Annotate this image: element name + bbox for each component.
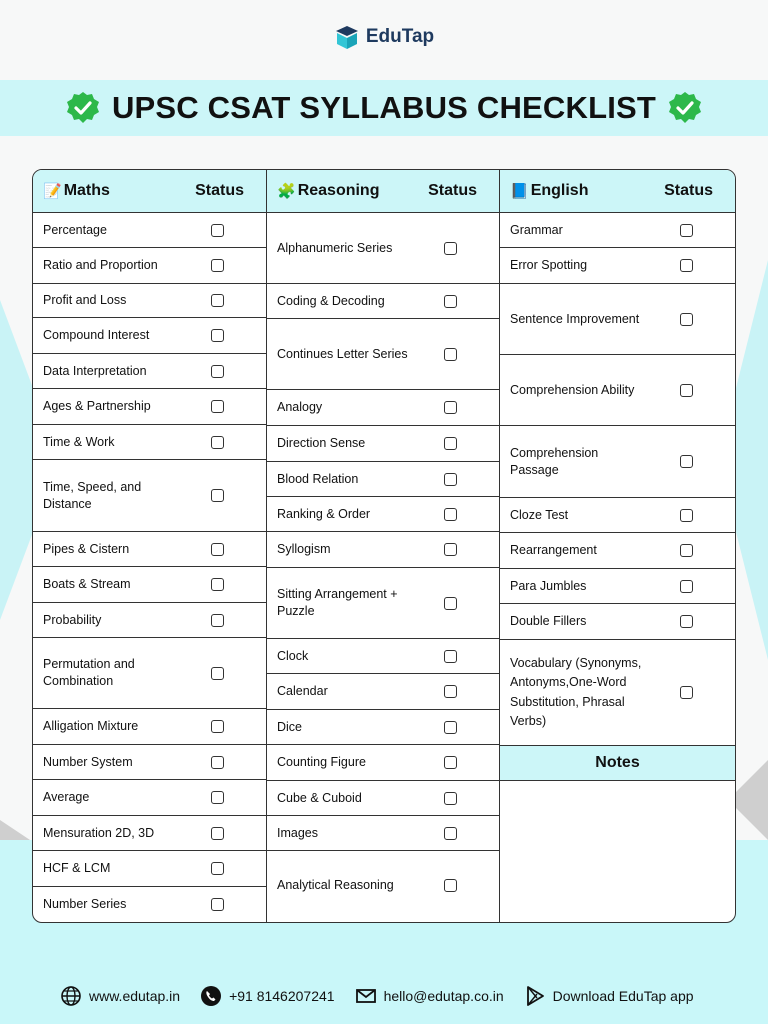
- title-banner: [0, 80, 768, 136]
- topic-label: Calendar: [277, 684, 328, 698]
- english-header: [500, 170, 735, 213]
- topic-label: Number System: [43, 754, 133, 769]
- topic-label: Profit and Loss: [43, 293, 127, 307]
- puzzle-icon: 🧩: [277, 182, 296, 200]
- status-checkbox[interactable]: [444, 879, 457, 892]
- website-text: www.edutap.in: [89, 988, 181, 1004]
- list-item: [500, 426, 735, 498]
- topic-label: Para Jumbles: [510, 578, 587, 593]
- check-badge-icon: [668, 91, 702, 125]
- topic-label: Comprehension Ability: [510, 382, 635, 397]
- reasoning-heading: Reasoning: [297, 182, 380, 199]
- topic-label: Analogy: [277, 400, 323, 414]
- topic-label: Counting Figure: [277, 755, 366, 769]
- list-item: [33, 567, 266, 603]
- list-item: [33, 248, 266, 284]
- status-checkbox[interactable]: [444, 508, 457, 521]
- list-item: [267, 674, 499, 710]
- english-column: [500, 170, 735, 922]
- status-checkbox[interactable]: [211, 400, 224, 413]
- topic-label: Images: [277, 825, 318, 840]
- email-text: hello@edutap.co.in: [383, 988, 504, 1004]
- book-icon: 📘: [510, 182, 529, 200]
- brand-name: EduTap: [365, 26, 435, 47]
- footer: [60, 985, 720, 1007]
- english-heading: English: [530, 182, 589, 199]
- status-checkbox[interactable]: [444, 827, 457, 840]
- list-item: [33, 887, 266, 921]
- phone-text: +91 8146207241: [229, 988, 335, 1004]
- edutap-logo-icon: [334, 24, 360, 50]
- list-item: [33, 213, 266, 248]
- list-item: [500, 569, 735, 604]
- memo-icon: 📝: [43, 182, 62, 200]
- maths-header: [33, 170, 266, 213]
- check-badge-icon: [66, 91, 100, 125]
- topic-label: Continues Letter Series: [277, 346, 408, 361]
- topic-label: Alligation Mixture: [43, 719, 139, 733]
- topic-label: Double Fillers: [510, 614, 587, 628]
- status-checkbox[interactable]: [680, 384, 693, 397]
- status-checkbox[interactable]: [444, 473, 457, 486]
- status-checkbox[interactable]: [211, 489, 224, 502]
- topic-label: Alphanumeric Series: [277, 240, 393, 255]
- download-text: Download EduTap app: [552, 988, 694, 1004]
- topic-label: Syllogism: [277, 542, 331, 556]
- list-item: [500, 604, 735, 640]
- topic-label: Mensuration 2D, 3D: [43, 825, 155, 840]
- reasoning-column: [267, 170, 500, 922]
- status-checkbox[interactable]: [211, 862, 224, 875]
- reasoning-header: [267, 170, 499, 213]
- status-checkbox[interactable]: [680, 544, 693, 557]
- status-checkbox[interactable]: [444, 792, 457, 805]
- list-item: [33, 780, 266, 816]
- list-item: [33, 284, 266, 318]
- topic-label: Ratio and Proportion: [43, 258, 158, 272]
- list-item: [500, 248, 735, 284]
- status-checkbox[interactable]: [444, 348, 457, 361]
- list-item: [267, 816, 499, 851]
- email-link[interactable]: [355, 985, 504, 1007]
- topic-label: Number Series: [43, 896, 127, 911]
- notes-header: Notes: [500, 746, 735, 781]
- list-item: [500, 213, 735, 248]
- topic-label: Ages & Partnership: [43, 399, 151, 413]
- topic-label: Permutation and Combination: [43, 657, 135, 688]
- list-item: [267, 462, 499, 497]
- list-item: [267, 851, 499, 920]
- maths-column: [33, 170, 267, 922]
- status-checkbox[interactable]: [680, 313, 693, 326]
- topic-label: Direction Sense: [277, 436, 366, 450]
- list-item: [267, 532, 499, 568]
- page-title: UPSC CSAT SYLLABUS CHECKLIST: [111, 90, 657, 125]
- status-checkbox[interactable]: [680, 580, 693, 593]
- brand-logo: [0, 24, 768, 50]
- status-checkbox[interactable]: [444, 242, 457, 255]
- list-item: [500, 355, 735, 426]
- topic-label: Time, Speed, and Distance: [43, 479, 142, 511]
- topic-label: Error Spotting: [510, 258, 588, 272]
- status-checkbox[interactable]: [211, 259, 224, 272]
- topic-label: Analytical Reasoning: [277, 878, 394, 892]
- list-item: [33, 425, 266, 460]
- status-checkbox[interactable]: [211, 898, 224, 911]
- topic-label: Data Interpretation: [43, 363, 147, 378]
- topic-label: Time & Work: [43, 434, 115, 449]
- status-checkbox[interactable]: [211, 827, 224, 840]
- topic-label: Grammar: [510, 222, 563, 237]
- status-checkbox[interactable]: [211, 329, 224, 342]
- topic-label: Pipes & Cistern: [43, 541, 130, 556]
- topic-label: Sitting Arrangement + Puzzle: [277, 587, 398, 618]
- status-checkbox[interactable]: [444, 721, 457, 734]
- status-checkbox[interactable]: [680, 259, 693, 272]
- status-checkbox[interactable]: [211, 365, 224, 378]
- globe-icon: [60, 985, 82, 1007]
- list-item: [33, 638, 266, 709]
- topic-label: Comprehension Passage: [510, 445, 599, 477]
- phone-link[interactable]: [200, 985, 335, 1007]
- topic-label: Sentence Improvement: [510, 311, 640, 326]
- topic-label: Clock: [277, 648, 309, 663]
- list-item: [33, 460, 266, 532]
- phone-icon: [200, 985, 222, 1007]
- status-checkbox[interactable]: [211, 294, 224, 307]
- list-item: [500, 640, 735, 746]
- play-store-icon: [524, 985, 546, 1007]
- list-item: [267, 426, 499, 462]
- status-checkbox[interactable]: [444, 650, 457, 663]
- status-checkbox[interactable]: [444, 437, 457, 450]
- list-item: [267, 497, 499, 532]
- status-checkbox[interactable]: [211, 720, 224, 733]
- topic-label: Vocabulary (Synonyms, Antonyms,One-Word Substitution, Phrasal Verbs): [510, 655, 642, 728]
- status-checkbox[interactable]: [211, 614, 224, 627]
- topic-label: Compound Interest: [43, 328, 150, 342]
- status-checkbox[interactable]: [211, 543, 224, 556]
- list-item: [33, 389, 266, 425]
- status-checkbox[interactable]: [211, 578, 224, 591]
- list-item: [267, 213, 499, 284]
- status-checkbox[interactable]: [211, 667, 224, 680]
- topic-label: Rearrangement: [510, 543, 597, 557]
- list-item: [33, 532, 266, 567]
- list-item: [500, 498, 735, 533]
- status-checkbox[interactable]: [444, 543, 457, 556]
- list-item: [33, 745, 266, 780]
- status-checkbox[interactable]: [680, 686, 693, 699]
- list-item: [267, 781, 499, 816]
- topic-label: HCF & LCM: [43, 861, 111, 875]
- list-item: [267, 568, 499, 639]
- list-item: [33, 318, 266, 354]
- list-item: [33, 709, 266, 745]
- status-heading: Status: [664, 182, 713, 199]
- topic-label: Cloze Test: [510, 507, 569, 522]
- status-checkbox[interactable]: [680, 455, 693, 468]
- download-app-link[interactable]: [524, 985, 694, 1007]
- checklist-table: [32, 169, 736, 923]
- list-item: [33, 816, 266, 851]
- topic-label: Boats & Stream: [43, 577, 131, 591]
- topic-label: Average: [43, 790, 90, 804]
- status-checkbox[interactable]: [444, 597, 457, 610]
- topic-label: Probability: [43, 612, 102, 627]
- status-checkbox[interactable]: [680, 224, 693, 237]
- list-item: [267, 710, 499, 745]
- list-item: [267, 745, 499, 781]
- list-item: [33, 603, 266, 638]
- status-checkbox[interactable]: [444, 756, 457, 769]
- maths-heading: Maths: [63, 182, 110, 199]
- status-checkbox[interactable]: [211, 436, 224, 449]
- status-checkbox[interactable]: [211, 224, 224, 237]
- list-item: [33, 354, 266, 389]
- topic-label: Cube & Cuboid: [277, 790, 362, 805]
- list-item: [267, 284, 499, 319]
- topic-label: Coding & Decoding: [277, 293, 385, 308]
- status-checkbox[interactable]: [680, 615, 693, 628]
- status-checkbox[interactable]: [444, 401, 457, 414]
- notes-area[interactable]: [500, 781, 735, 921]
- status-heading: Status: [195, 182, 244, 199]
- mail-icon: [355, 985, 377, 1007]
- list-item: [267, 319, 499, 390]
- topic-label: Blood Relation: [277, 471, 359, 486]
- website-link[interactable]: [60, 985, 180, 1007]
- list-item: [500, 533, 735, 569]
- list-item: [500, 284, 735, 355]
- topic-label: Ranking & Order: [277, 506, 371, 521]
- list-item: [33, 851, 266, 887]
- status-heading: Status: [428, 182, 477, 199]
- topic-label: Percentage: [43, 222, 107, 237]
- status-checkbox[interactable]: [211, 791, 224, 804]
- status-checkbox[interactable]: [444, 295, 457, 308]
- status-checkbox[interactable]: [444, 685, 457, 698]
- status-checkbox[interactable]: [680, 509, 693, 522]
- list-item: [267, 390, 499, 426]
- status-checkbox[interactable]: [211, 756, 224, 769]
- list-item: [267, 639, 499, 674]
- topic-label: Dice: [277, 719, 303, 734]
